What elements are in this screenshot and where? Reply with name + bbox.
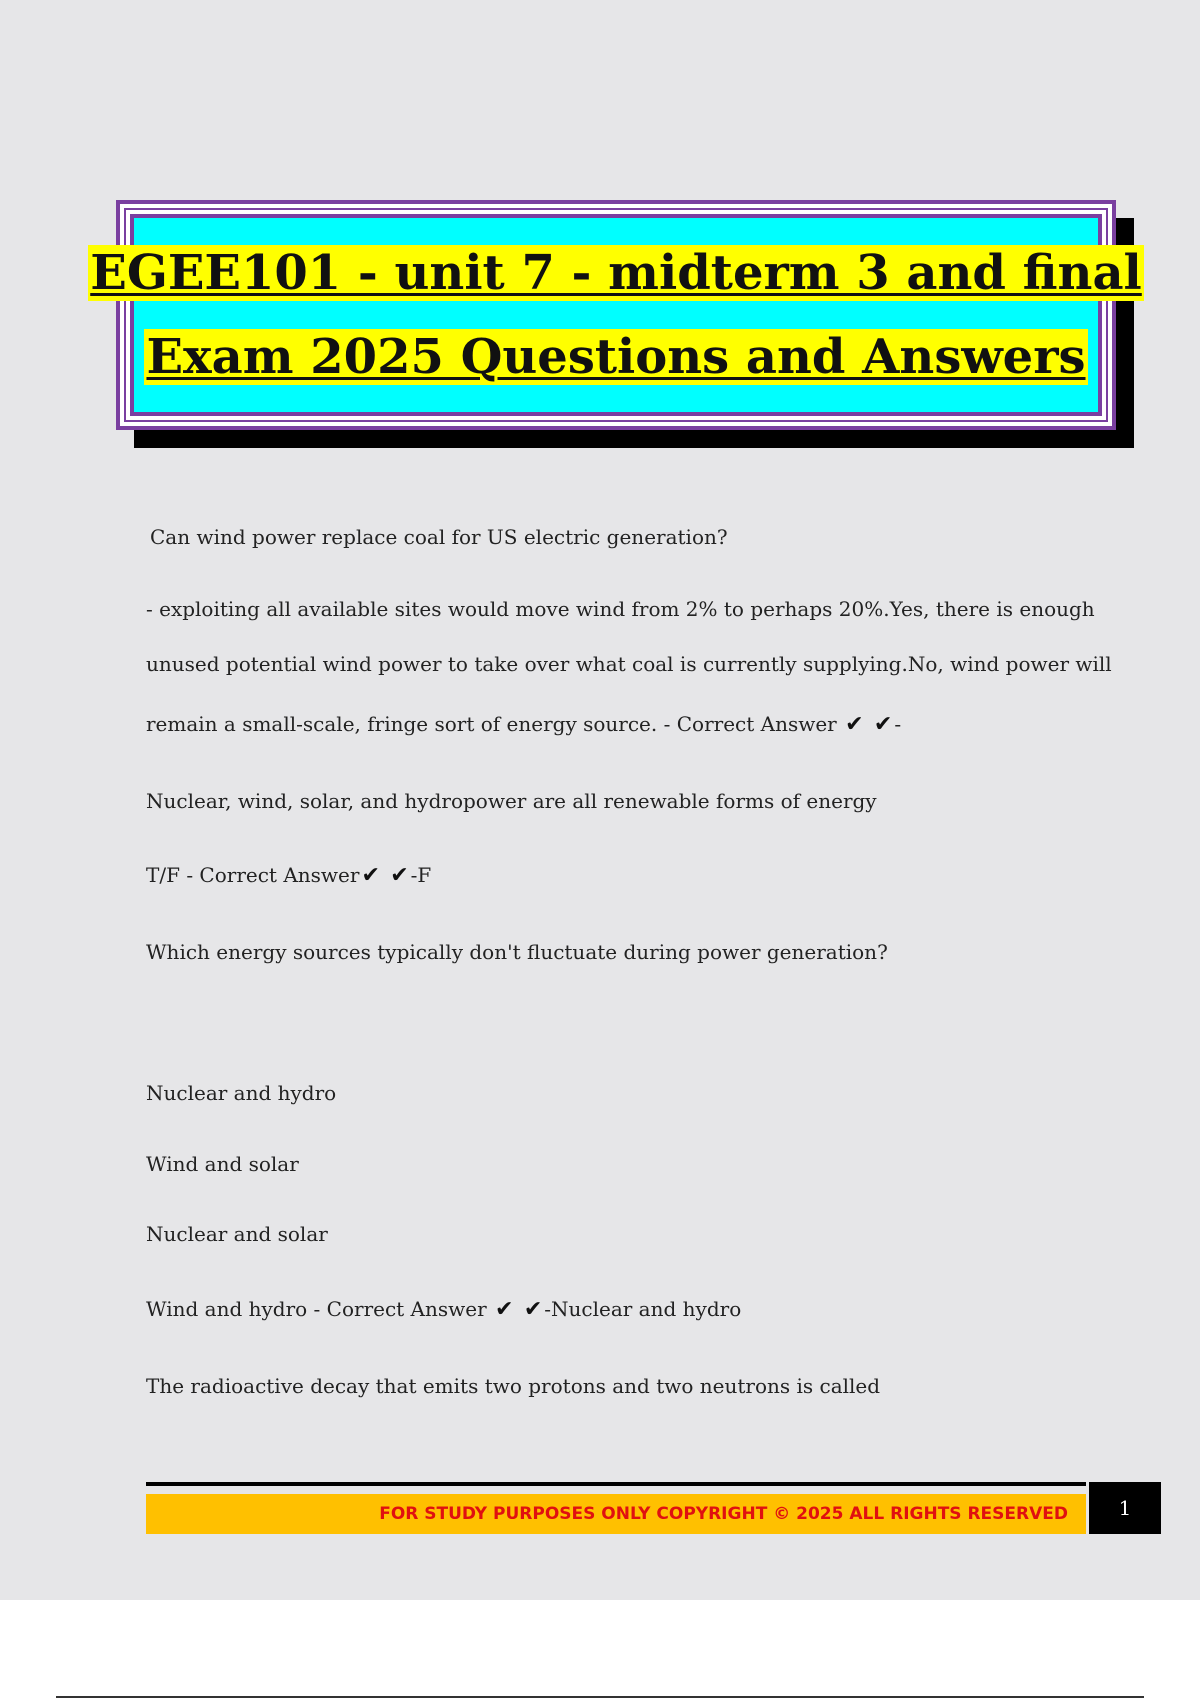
page-separator [56,1696,1144,1698]
question-4: The radioactive decay that emits two protons and two neutrons is called [146,1374,881,1398]
check-icon: ✔ [873,712,893,737]
question-3: Which energy sources typically don't fluctuate during power generation? [146,940,888,964]
answer-3-value: -Nuclear and hydro [544,1297,742,1321]
answer-2-value: -F [410,863,432,887]
copyright-notice: FOR STUDY PURPOSES ONLY COPYRIGHT © 2025 ALL RIGHTS RESERVED [379,1504,1068,1524]
answer-1-line-2: unused potential wind power to take over what coal is currently supplying.No, wind power will [146,652,1112,676]
title-box [90,200,1142,430]
option-3-1: Nuclear and hydro [146,1081,337,1105]
answer-2 [146,863,1046,888]
answer-1-line-3-text: remain a small-scale, fringe sort of energy source. - Correct Answer [146,712,837,736]
title-line-1: EGEE101 - unit 7 - midterm 3 and final [90,245,1142,301]
answer-1-line-3 [146,712,1046,737]
footer-bar [146,1494,1086,1534]
check-icon: ✔ [495,1297,514,1322]
check-icon: ✔ [390,863,409,888]
footer-rule [146,1482,1086,1486]
page-number: 1 [1089,1482,1161,1534]
answer-3 [146,1297,1046,1322]
option-3-2: Wind and solar [146,1152,299,1176]
check-icon: ✔ [845,712,864,737]
answer-2-prefix: T/F - Correct Answer [146,863,360,887]
option-3-4: Wind and hydro - Correct Answer [146,1297,487,1321]
title-line-2: Exam 2025 Questions and Answers [146,329,1086,385]
check-icon: ✔ [361,863,380,888]
question-2: Nuclear, wind, solar, and hydropower are all renewable forms of energy [146,789,877,813]
option-3-3: Nuclear and solar [146,1222,328,1246]
answer-1-line-1: - exploiting all available sites would move wind from 2% to perhaps 20%.Yes, there is enough [146,597,1095,621]
answer-1-suffix: - [894,712,902,736]
check-icon: ✔ [523,1297,543,1322]
question-1: Can wind power replace coal for US electric generation? [150,525,728,549]
